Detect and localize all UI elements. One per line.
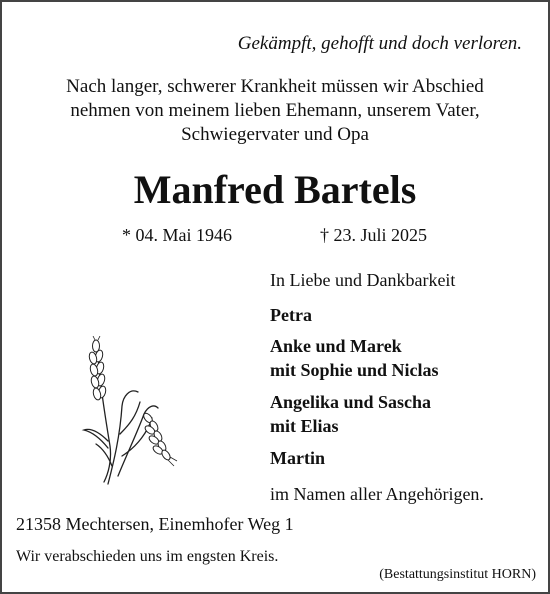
death-date: † 23. Juli 2025 — [320, 225, 428, 245]
intro-line-1: Nach langer, schwerer Krankheit müssen wir Abschied — [66, 76, 484, 97]
funeral-home: (Bestattungsinstitut HORN) — [379, 567, 536, 582]
mourner-anke-marek-children: mit Sophie und Niclas — [270, 360, 439, 380]
intro-line-2: nehmen von meinem lieben Ehemann, unserem Vater, — [70, 100, 480, 121]
address-line: 21358 Mechtersen, Einemhofer Weg 1 — [16, 514, 294, 534]
mourner-angelika-sascha-children: mit Elias — [270, 416, 339, 436]
relatives-line: im Namen aller Angehörigen. — [270, 484, 484, 504]
closing-phrase: In Liebe und Dankbarkeit — [270, 270, 456, 290]
mourner-anke-marek: Anke und Marek — [270, 336, 402, 356]
intro-text — [2, 75, 548, 147]
mourner-petra: Petra — [270, 305, 312, 325]
ceremony-note: Wir verabschieden uns im engsten Kreis. — [16, 548, 279, 565]
mourner-martin: Martin — [270, 448, 325, 468]
deceased-name: Manfred Bartels — [133, 167, 417, 212]
mourner-angelika-sascha: Angelika und Sascha — [270, 392, 432, 412]
wheat-ears-icon — [78, 336, 188, 486]
motto-line: Gekämpft, gehofft und doch verloren. — [237, 33, 522, 54]
birth-date: * 04. Mai 1946 — [122, 225, 232, 245]
intro-line-3: Schwiegervater und Opa — [181, 124, 369, 145]
